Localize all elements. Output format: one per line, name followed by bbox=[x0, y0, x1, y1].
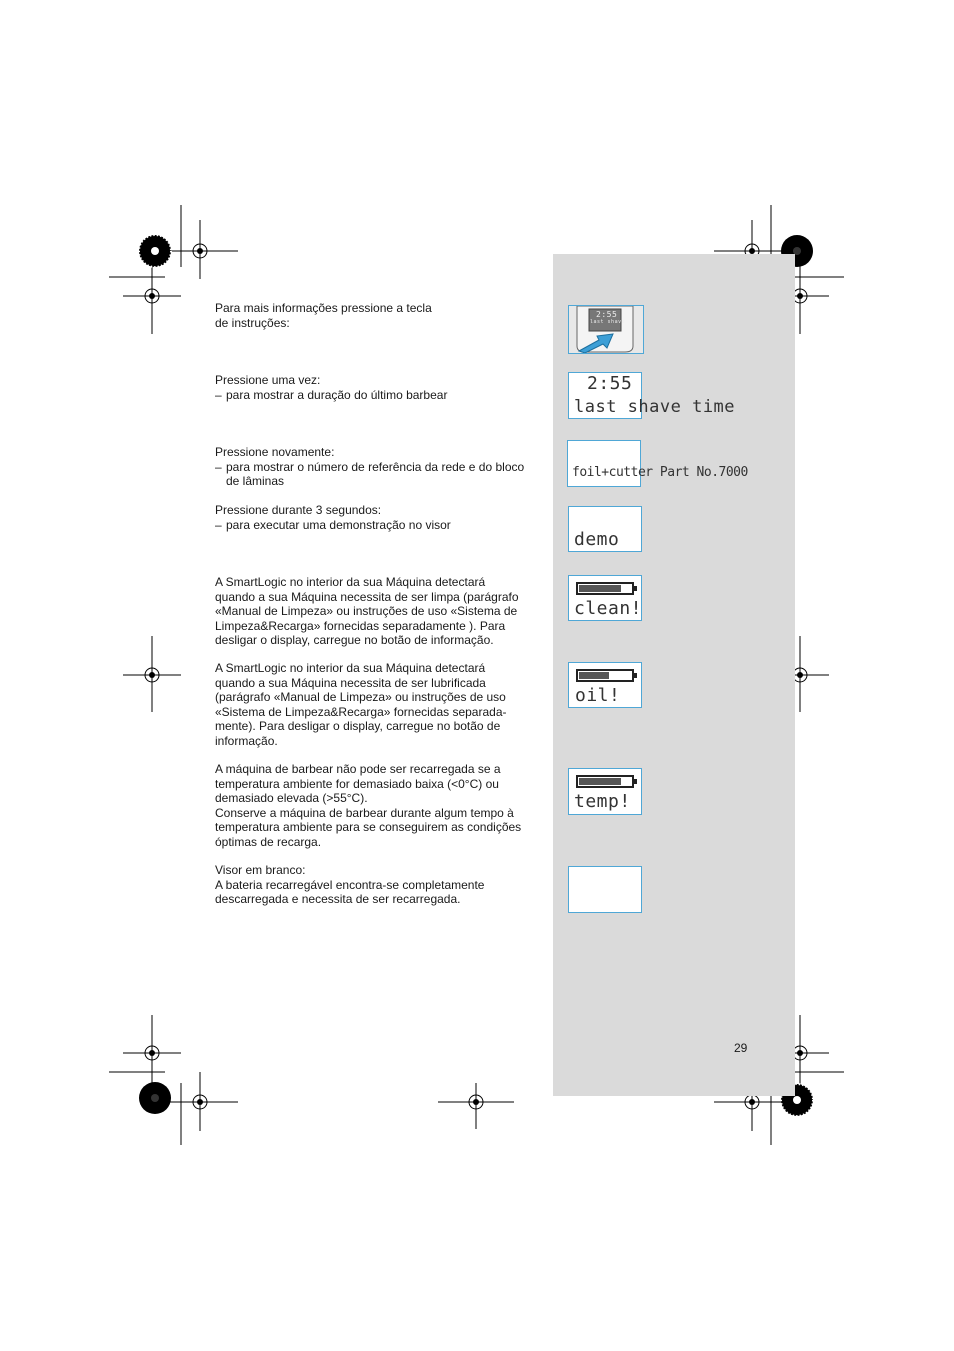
temp-text: temp! bbox=[574, 791, 631, 812]
text-line: Limpeza&Recarga» fornecidas separadamente ). Para bbox=[215, 618, 506, 633]
clean-text: clean! bbox=[574, 598, 643, 619]
list-item: – para executar uma demonstração no visor bbox=[215, 517, 451, 532]
text-line: óptimas de recarga. bbox=[215, 834, 322, 849]
last-shave-caption: last shave time bbox=[574, 397, 736, 417]
list-item-text: para mostrar o número de referência da rede e do bloco de lâminas bbox=[226, 459, 525, 488]
part-number-display bbox=[567, 440, 748, 487]
text-line: desligar o display, carregue no botão de informação. bbox=[215, 633, 494, 647]
oil-paragraph bbox=[215, 661, 540, 748]
text-line: de instruções: bbox=[215, 315, 290, 330]
shaver-lcd-time: 2:55 bbox=[596, 310, 618, 319]
text-line: quando a sua Máquina necessita de ser lubrificada bbox=[215, 675, 486, 690]
text-line: (parágrafo «Manual de Limpeza» ou instruções de uso bbox=[215, 690, 506, 704]
blank-display-paragraph bbox=[215, 863, 540, 907]
shaver-lcd-caption: last shave bbox=[590, 319, 626, 325]
oil-text: oil! bbox=[575, 685, 621, 706]
text-line: Pressione novamente: bbox=[215, 445, 335, 459]
temperature-paragraph bbox=[215, 762, 540, 849]
battery-icon bbox=[576, 775, 634, 788]
text-line: mente). Para desligar o display, carregue no botão de bbox=[215, 719, 501, 733]
text-line: A máquina de barbear não pode ser recarregada se a bbox=[215, 762, 501, 776]
text-line: Visor em branco: bbox=[215, 863, 306, 877]
list-item-text: para executar uma demonstração no visor bbox=[226, 517, 451, 532]
text-line: Pressione durante 3 segundos: bbox=[215, 503, 382, 517]
text-line: A SmartLogic no interior da sua Máquina detectará bbox=[215, 575, 486, 589]
demo-display bbox=[568, 506, 642, 552]
text-line: Conserve a máquina de barbear durante algum tempo à bbox=[215, 805, 514, 820]
blank-display bbox=[568, 866, 642, 913]
list-item: – para mostrar o número de referência da rede e do bloco de lâminas bbox=[215, 460, 540, 489]
text-line: temperatura ambiente para se conseguirem as condições bbox=[215, 820, 522, 834]
page-number: 29 bbox=[734, 1041, 748, 1055]
battery-level-fill bbox=[579, 778, 621, 785]
text-line: Pressione uma vez: bbox=[215, 373, 321, 387]
shaver-info-button-illustration bbox=[568, 305, 644, 354]
text-line: «Sistema de Limpeza&Recarga» fornecidas separada- bbox=[215, 704, 507, 719]
oil-display bbox=[568, 662, 642, 708]
text-line: quando a sua Máquina necessita de ser limpa (parágrafo bbox=[215, 589, 519, 604]
list-item-text: para mostrar a duração do último barbear bbox=[226, 387, 448, 402]
demo-text: demo bbox=[574, 529, 620, 550]
info-button-paragraph bbox=[215, 301, 540, 330]
text-line: informação. bbox=[215, 733, 278, 748]
clean-display bbox=[568, 575, 642, 621]
text-line: Para mais informações pressione a tecla bbox=[215, 301, 432, 315]
battery-icon bbox=[576, 582, 634, 595]
list-item: – para mostrar a duração do último barbear bbox=[215, 387, 448, 402]
clean-paragraph bbox=[215, 575, 540, 648]
last-shave-display bbox=[568, 372, 736, 419]
text-line: descarregada e necessita de ser recarregada. bbox=[215, 892, 461, 906]
battery-icon bbox=[576, 669, 634, 682]
press-again-paragraph bbox=[215, 445, 540, 489]
text-line: «Manual de Limpeza» ou instruções de uso «Sistema de bbox=[215, 604, 518, 618]
text-line: A bateria recarregável encontra-se completamente bbox=[215, 877, 485, 892]
press-3-seconds-paragraph bbox=[215, 503, 540, 532]
text-line: demasiado elevada (>55°C). bbox=[215, 791, 368, 805]
last-shave-time-value: 2:55 bbox=[587, 373, 633, 394]
battery-level-fill bbox=[579, 672, 609, 679]
text-line: A SmartLogic no interior da sua Máquina detectará bbox=[215, 661, 486, 675]
part-number-text: foil+cutter Part No.7000 bbox=[572, 465, 748, 480]
temp-display bbox=[568, 768, 642, 815]
text-line: temperatura ambiente for demasiado baixa (<0°C) ou bbox=[215, 776, 499, 791]
press-once-paragraph bbox=[215, 373, 540, 402]
battery-level-fill bbox=[579, 585, 621, 592]
